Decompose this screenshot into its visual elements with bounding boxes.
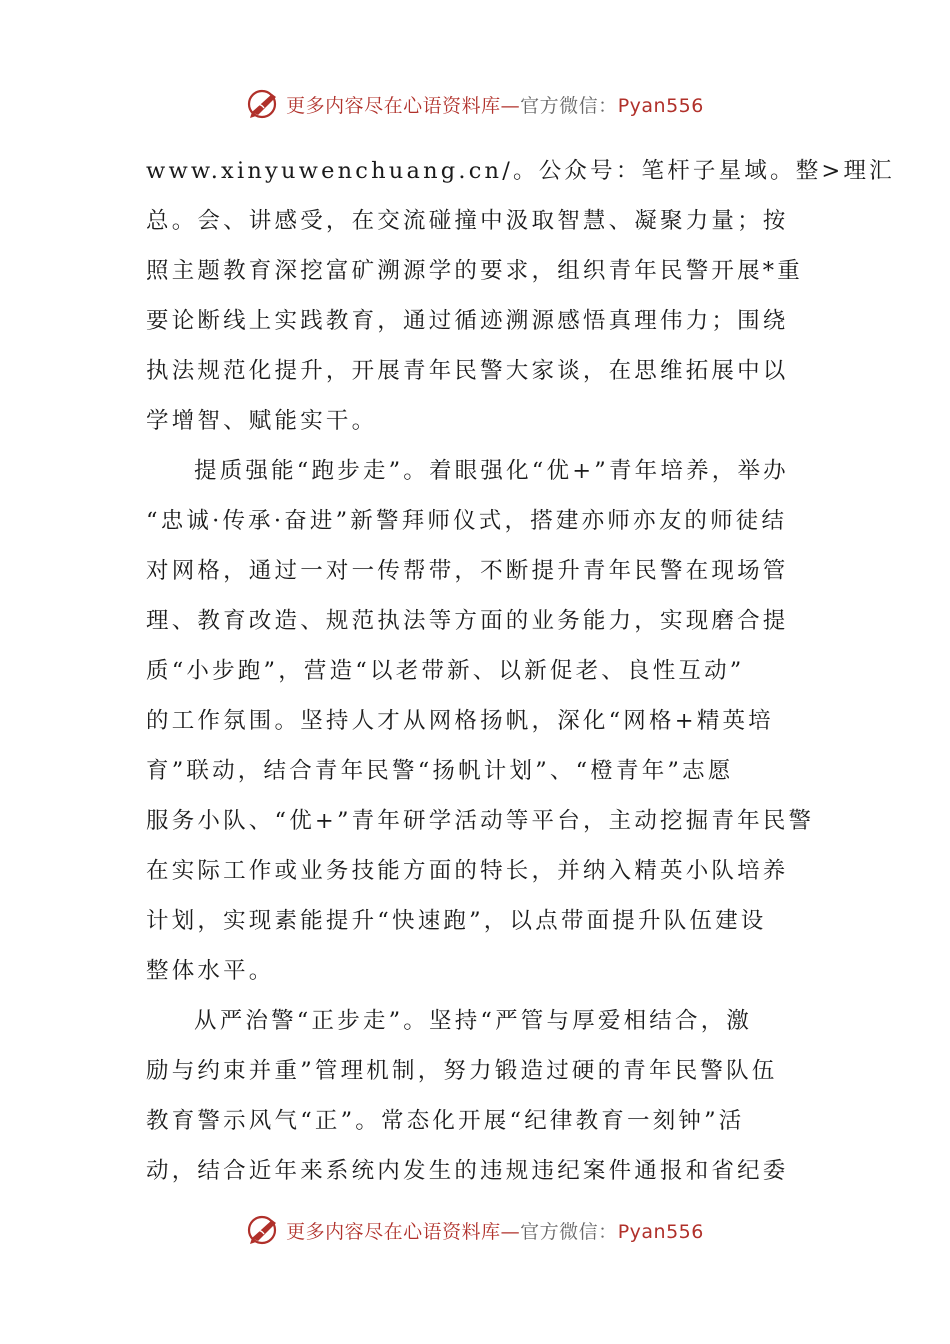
wechat-id: Pyan556 [617, 94, 704, 117]
document-body [146, 146, 895, 1196]
footer-banner [0, 1210, 950, 1250]
body-line: 理、教育改造、规范执法等方面的业务能力，实现磨合提 [146, 608, 789, 634]
body-line: 计划，实现素能提升“快速跑”，以点带面提升队伍建设 [146, 908, 767, 934]
pen-logo-icon [246, 1212, 282, 1248]
banner-title: 更多内容尽在心语资料库—官方微信：Pyan556 [286, 1220, 704, 1243]
pen-logo-icon [246, 86, 282, 122]
body-line: 励与约束并重”管理机制，努力锻造过硬的青年民警队伍 [146, 1058, 778, 1084]
paragraph-start-line: 提质强能“跑步走”。着眼强化“优+”青年培养，举办 [194, 458, 789, 484]
body-line: 整体水平。 [146, 958, 275, 984]
body-line: www.xinyuwenchuang.cn/。公众号：笔杆子星域。整>理汇 [146, 158, 895, 184]
header-banner [0, 84, 950, 124]
body-line: “忠诚·传承·奋进”新警拜师仪式，搭建亦师亦友的师徒结 [146, 508, 788, 534]
body-line: 总。会、讲感受，在交流碰撞中汲取智慧、凝聚力量；按 [146, 208, 789, 234]
body-line: 执法规范化提升，开展青年民警大家谈，在思维拓展中以 [146, 358, 789, 384]
body-line: 要论断线上实践教育，通过循迹溯源感悟真理伟力；围绕 [146, 308, 789, 334]
body-line: 学增智、赋能实干。 [146, 408, 378, 434]
body-line: 的工作氛围。坚持人才从网格扬帆，深化“网格+精英培 [146, 708, 774, 734]
body-line: 在实际工作或业务技能方面的特长，并纳入精英小队培养 [146, 858, 789, 884]
body-line: 教育警示风气“正”。常态化开展“纪律教育一刻钟”活 [146, 1108, 745, 1134]
wechat-id: Pyan556 [617, 1220, 704, 1243]
body-line: 育”联动，结合青年民警“扬帆计划”、“橙青年”志愿 [146, 758, 734, 784]
paragraph-start-line: 从严治警“正步走”。坚持“严管与厚爱相结合，激 [194, 1008, 753, 1034]
body-line: 动，结合近年来系统内发生的违规违纪案件通报和省纪委 [146, 1158, 789, 1184]
body-line: 质“小步跑”，营造“以老带新、以新促老、良性互动” [146, 658, 745, 684]
body-line: 服务小队、“优+”青年研学活动等平台，主动挖掘青年民警 [146, 808, 815, 834]
banner-title: 更多内容尽在心语资料库—官方微信：Pyan556 [286, 94, 704, 117]
body-line: 对网格，通过一对一传帮带，不断提升青年民警在现场管 [146, 558, 789, 584]
body-line: 照主题教育深挖富矿溯源学的要求，组织青年民警开展*重 [146, 258, 803, 284]
